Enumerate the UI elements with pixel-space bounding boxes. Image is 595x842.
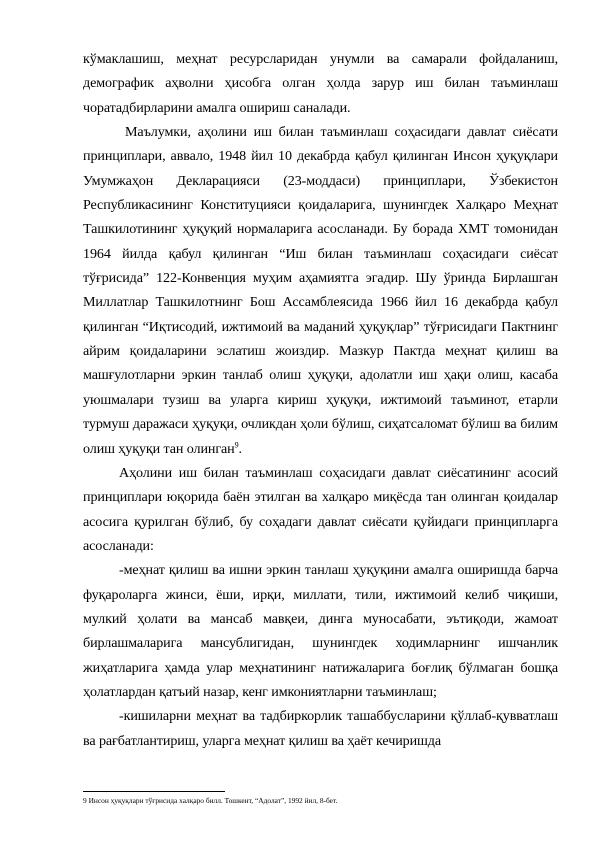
footnote-number: 9 (83, 796, 87, 805)
body-text (83, 47, 558, 753)
footnote-separator (83, 791, 225, 792)
list-item-support-initiative: -кишиларни меҳнат ва тадбиркорлик ташаббусларини қўллаб-қувватлаш ва рағбатлантириш, уларга меҳнат қилиш ва ҳаёт кечиришда (83, 708, 558, 749)
paragraph-continuation: кўмаклашиш, меҳнат ресурсларидан унумли ва самарали фойдаланиш, демографик аҳволни ҳисобга олган ҳолда зарур иш билан таъминлаш чоратадбирларини амалга ошириш саналади. (83, 51, 558, 116)
paragraph-state-policy: Аҳолини иш билан таъминлаш соҳасидаги давлат сиёсатининг асосий принциплари юқорида баён этилган ва халқаро миқёсда тан олинган қоидалар асосига қурилган бўлиб, бу соҳадаги давлат сиёсати қуйидаги принципларга асосланади: (83, 464, 558, 554)
footnote-reference: 9 (234, 439, 239, 449)
footnote-text: Инсон ҳуқуқлари тўғрисида халқаро билл. Тошкент, “Адолат”, 1992 йил, 8-бет. (88, 796, 338, 805)
paragraph-principles-text: Маълумки, аҳолини иш билан таъминлаш соҳасидаги давлат сиёсати принциплари, аввало, 1948 йил 10 декабрда қабул қилинган Инсон ҳуқуқлари Умумжаҳон Декларацияси (23-моддаси) принциплари, Ўзбекистон Республикасининг Конституцияси қоидаларига, шунингдек Халқаро Меҳнат Ташкилотининг ҳуқуқий нормаларига асосланади. Бу борада ХМТ томонидан 1964 йилда қабул қилинган “Иш билан таъминлаш соҳасидаги сиёсат тўғрисида” 122-Конвенция муҳим аҳамиятга эгадир. Шу ўринда Бирлашган Миллатлар Ташкилотнинг Бош Ассамблеясида 1966 йил 16 декабрда қабул қилинган “Иқтисодий, ижтимоий ва маданий ҳуқуқлар” тўғрисидаги Пактнинг айрим қоидаларини эслатиш жоиздир. Мазкур Пактда меҳнат қилиш ва машғулотларни эркин танлаб олиш ҳуқуқи, адолатли иш ҳақи олиш, касаба уюшмалари тузиш ва уларга кириш ҳуқуқи, ижтимоий таъминот, етарли турмуш даражаси ҳуқуқи, очликдан ҳоли бўлиш, сиҳатсаломат бўлиш ва билим олиш ҳуқуқи тан олинган (83, 124, 558, 457)
list-item-equal-opportunities: -меҳнат қилиш ва ишни эркин танлаш ҳуқуқини амалга оширишда барча фуқароларга жинси, ёши, ирқи, миллати, тили, ижтимоий келиб чиқиши, мулкий ҳолати ва мансаб мавқеи, динга муносабати, эътиқоди, жамоат бирлашмаларига мансублигидан, шунингдек ходимларнинг ишчанлик жиҳатларига ҳамда улар меҳнатининг натижаларига боғлиқ бўлмаган бошқа ҳолатлардан қатъий назар, кенг имкониятларни таъминлаш; (83, 562, 558, 700)
footnote (83, 796, 558, 806)
paragraph-principles: Маълумки, аҳолини иш билан таъминлаш соҳасидаги давлат сиёсати принциплари, аввало, 1948 йил 10 декабрда қабул қилинган Инсон ҳуқуқлари Умумжаҳон Декларацияси (23-моддаси) принциплари, Ўзбекистон Республикасининг Конституцияси қоидаларига, шунингдек Халқаро Меҳнат Ташкилотининг ҳуқуқий нормаларига асосланади. Бу борада ХМТ томонидан 1964 йилда қабул қилинган “Иш билан таъминлаш соҳасидаги сиёсат тўғрисида” 122-Конвенция муҳим аҳамиятга эгадир. Шу ўринда Бирлашган Миллатлар Ташкилотнинг Бош Ассамблеясида 1966 йил 16 декабрда қабул қилинган “Иқтисодий, ижтимоий ва маданий ҳуқуқлар” тўғрисидаги Пактнинг айрим қоидаларини эслатиш жоиздир. Мазкур Пактда меҳнат қилиш ва машғулотларни эркин танлаб олиш ҳуқуқи, адолатли иш ҳақи олиш, касаба уюшмалари тузиш ва уларга кириш ҳуқуқи, ижтимоий таъминот, етарли турмуш даражаси ҳуқуқи, очликдан ҳоли бўлиш, сиҳатсаломат бўлиш ва билим олиш ҳуқуқи тан олинган$^9$. (83, 124, 558, 457)
